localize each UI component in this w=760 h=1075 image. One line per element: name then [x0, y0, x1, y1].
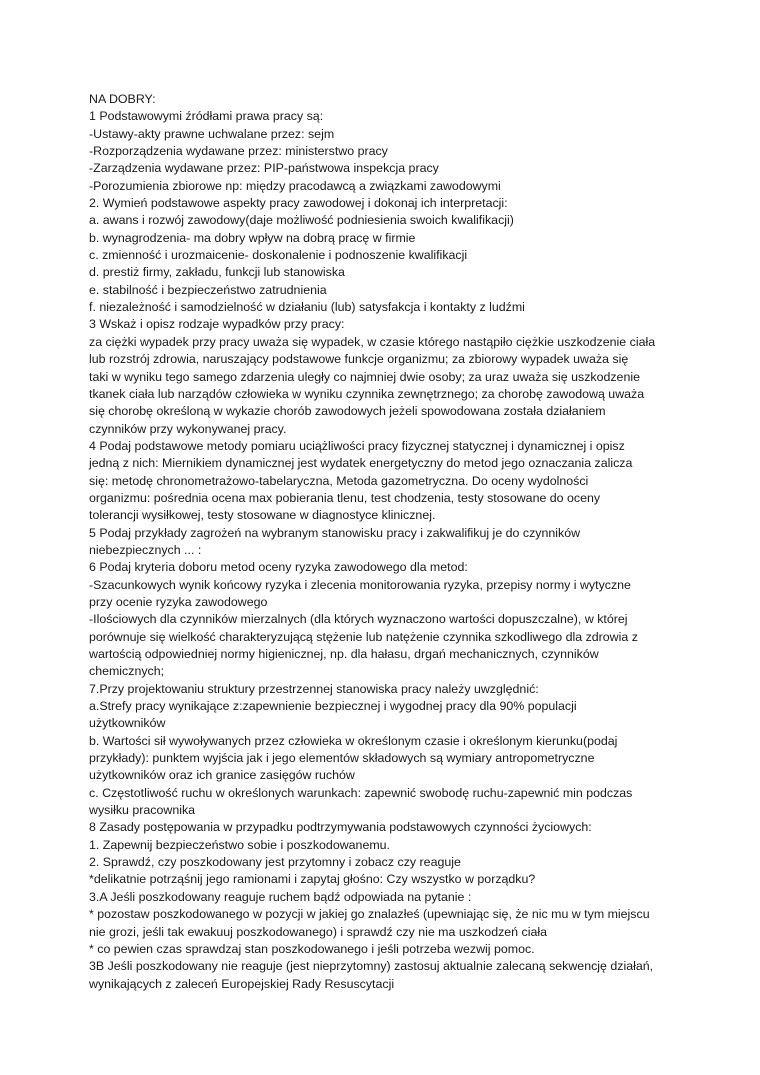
text-line: * pozostaw poszkodowanego w pozycji w jakiej go znalazłeś (upewniając się, że nic mu w tym miejscu	[89, 907, 650, 922]
text-line: 3 Wskaż i opisz rodzaje wypadków przy pracy:	[89, 317, 345, 332]
text-line: f. niezależność i samodzielność w działaniu (lub) satysfakcja i kontakty z ludźmi	[89, 300, 525, 315]
document-body	[89, 91, 689, 993]
text-line: organizmu: pośrednia ocena max pobierania tlenu, test chodzenia, testy stosowane do oceny	[89, 490, 601, 505]
text-line: -Porozumienia zbiorowe np: między pracodawcą a związkami zawodowymi	[89, 178, 501, 193]
text-line: za ciężki wypadek przy pracy uważa się wypadek, w czasie którego nastąpiło ciężkie uszkodzenie ciała	[89, 334, 656, 349]
text-line: 8 Zasady postępowania w przypadku podtrzymywania podstawowych czynności życiowych:	[89, 820, 592, 835]
text-line: czynników przy wykonywanej pracy.	[89, 421, 287, 436]
text-line: -Ilościowych dla czynników mierzalnych (dla których wyznaczono wartości dopuszczalne), w której	[89, 612, 628, 627]
text-line: b. wynagrodzenia- ma dobry wpływ na dobrą pracę w firmie	[89, 230, 416, 245]
text-line: d. prestiż firmy, zakładu, funkcji lub stanowiska	[89, 265, 345, 280]
text-line: 7.Przy projektowaniu struktury przestrzennej stanowiska pracy należy uwzględnić:	[89, 681, 539, 696]
text-line: 3.A Jeśli poszkodowany reaguje ruchem bądź odpowiada na pytanie :	[89, 889, 472, 904]
text-line: porównuje się wielkość charakteryzującą stężenie lub natężenie czynnika szkodliwego dla zdrowia z	[89, 629, 638, 644]
text-line: c. Częstotliwość ruchu w określonych warunkach: zapewnić swobodę ruchu-zapewnić min podczas	[89, 785, 633, 800]
text-line: użytkowników	[89, 716, 166, 731]
text-line: taki w wyniku tego samego zdarzenia uległy co najmniej dwie osoby; za uraz uważa się uszkodzenie	[89, 369, 640, 384]
text-line: wartością odpowiedniej normy higienicznej, np. dla hałasu, drgań mechanicznych, czynników	[89, 647, 599, 661]
text-line: się chorobę określoną w wykazie chorób zawodowych jeżeli spowodowana została działaniem	[89, 404, 606, 419]
text-line: c. zmienność i urozmaicenie- doskonalenie i podnoszenie kwalifikacji	[89, 248, 468, 263]
text-line: 1. Zapewnij bezpieczeństwo sobie i poszkodowanemu.	[89, 837, 390, 852]
text-line: tolerancji wysiłkowej, testy stosowane w diagnostyce klinicznej.	[89, 508, 436, 523]
text-line: a.Strefy pracy wynikające z:zapewnienie bezpiecznej i wygodnej pracy dla 90% populacji	[89, 699, 577, 714]
text-line: 4 Podaj podstawowe metody pomiaru uciążliwości pracy fizycznej statycznej i dynamicznej i opisz	[89, 438, 625, 453]
text-line: 1 Podstawowymi źródłami prawa pracy są:	[89, 109, 324, 124]
text-line: b. Wartości sił wywoływanych przez człowieka w określonym czasie i określonym kierunku(podaj	[89, 733, 618, 748]
text-line: chemicznych;	[89, 664, 165, 679]
text-line: -Szacunkowych wynik końcowy ryzyka i zlecenia monitorowania ryzyka, przepisy normy i wytyczne	[89, 577, 631, 592]
text-line: nie grozi, jeśli tak ewakuuj poszkodowanego) i sprawdź czy nie ma uszkodzeń ciała	[89, 924, 547, 939]
text-line: 3B Jeśli poszkodowany nie reaguje (jest nieprzytomny) zastosuj aktualnie zalecaną sekwencję działań,	[89, 959, 654, 974]
text-line: -Rozporządzenia wydawane przez: ministerstwo pracy	[89, 144, 388, 159]
text-line: -Zarządzenia wydawane przez: PIP-państwowa inspekcja pracy	[89, 161, 439, 176]
text-line: się: metodę chronometrażowo-tabelaryczna, Metoda gazometryczna. Do oceny wydolności	[89, 473, 589, 488]
text-line: 5 Podaj przykłady zagrożeń na wybranym stanowisku pracy i zakwalifikuj je do czynników	[89, 525, 581, 540]
text-line: wysiłku pracownika	[89, 803, 196, 818]
text-line: przy ocenie ryzyka zawodowego	[89, 594, 268, 609]
text-line: tkanek ciała lub narządów człowieka w wyniku czynnika zewnętrznego; za chorobę zawodową uważa	[89, 386, 645, 401]
text-line: -Ustawy-akty prawne uchwalane przez: sejm	[89, 126, 335, 141]
text-line: a. awans i rozwój zawodowy(daje możliwość podniesienia swoich kwalifikacji)	[89, 213, 514, 228]
text-line: * co pewien czas sprawdzaj stan poszkodowanego i jeśli potrzeba wezwij pomoc.	[89, 941, 535, 956]
text-line: lub rozstrój zdrowia, naruszający podstawowe funkcje organizmu; za zbiorowy wypadek uważa się	[89, 352, 629, 367]
text-line: *delikatnie potrząśnij jego ramionami i zapytaj głośno: Czy wszystko w porządku?	[89, 872, 536, 887]
document-heading: NA DOBRY:	[89, 92, 156, 106]
text-line: 2. Wymień podstawowe aspekty pracy zawodowej i dokonaj ich interpretacji:	[89, 196, 508, 211]
text-line: niebezpiecznych ... :	[89, 542, 202, 557]
text-line: 2. Sprawdź, czy poszkodowany jest przytomny i zobacz czy reaguje	[89, 855, 461, 870]
text-line: przykłady): punktem wyjścia jak i jego elementów składowych są wymiary antropometryczne	[89, 751, 595, 766]
text-line: e. stabilność i bezpieczeństwo zatrudnienia	[89, 282, 327, 297]
text-line: wynikających z zaleceń Europejskiej Rady Resuscytacji	[89, 976, 395, 991]
text-line: jedną z nich: Miernikiem dynamicznej jest wydatek energetyczny do metod jego oznaczania zalicza	[89, 456, 633, 471]
text-line: 6 Podaj kryteria doboru metod oceny ryzyka zawodowego dla metod:	[89, 560, 468, 575]
text-line: użytkowników oraz ich granice zasięgów ruchów	[89, 768, 355, 783]
